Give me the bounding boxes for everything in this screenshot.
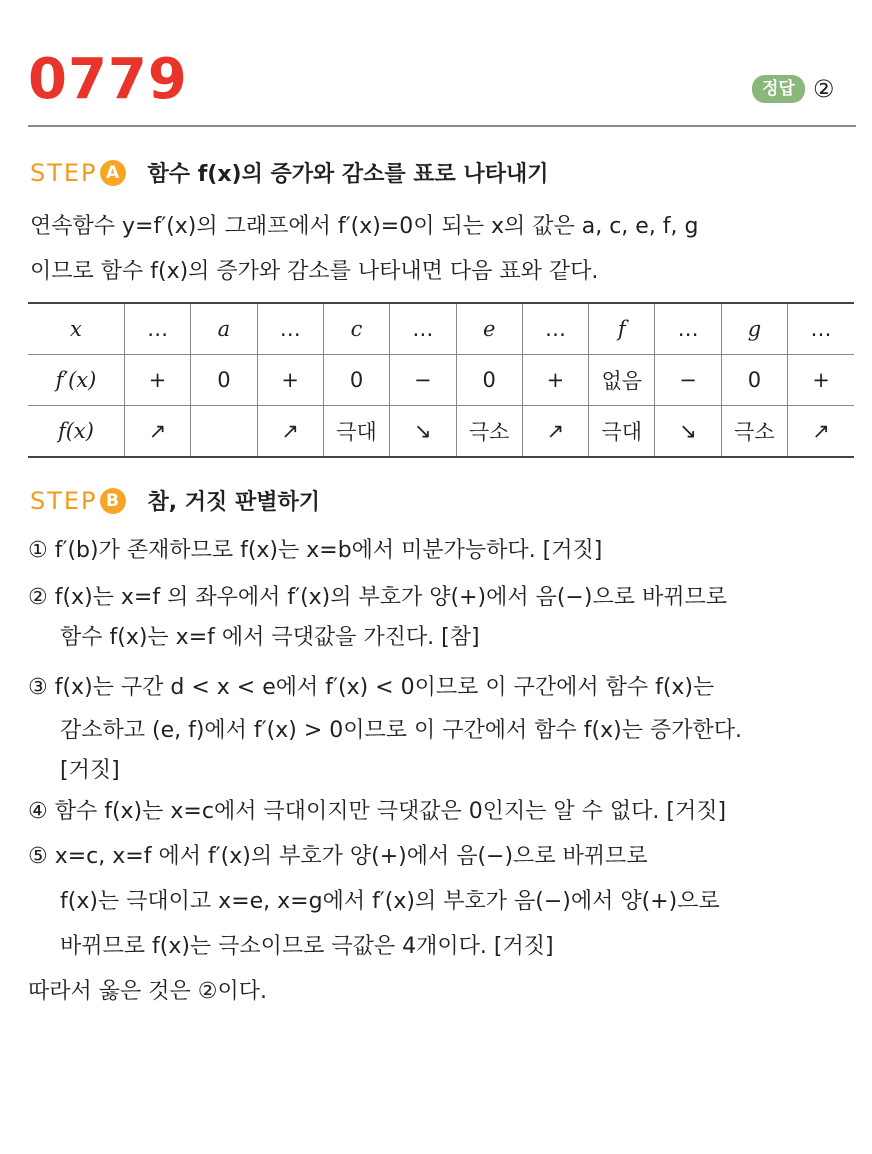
table-cell: a xyxy=(191,303,257,355)
intro-line-2: 이므로 함수 f(x)의 증가와 감소를 나타내면 다음 표와 같다. xyxy=(30,259,599,284)
step-b-heading xyxy=(30,485,320,516)
table-cell: e xyxy=(456,303,522,355)
table-cell: f′(x) xyxy=(28,355,124,406)
header-divider xyxy=(28,125,856,127)
choice-3-line-3: [거짓] xyxy=(60,758,120,783)
table-cell: 없음 xyxy=(589,355,655,406)
choice-5-line-3: 바뀌므로 f(x)는 극소이므로 극값은 4개이다. [거짓] xyxy=(60,934,554,959)
table-row-x xyxy=(28,303,854,355)
intro-line-1: 연속함수 y=f′(x)의 그래프에서 f′(x)=0이 되는 x의 값은 a, c, e, f, g xyxy=(30,214,699,239)
step-letter-badge: B xyxy=(100,488,126,514)
table-cell: ↗ xyxy=(522,406,588,458)
step-label: STEP xyxy=(30,486,98,515)
answer-badge: 정답 xyxy=(752,75,805,103)
table-cell: … xyxy=(390,303,456,355)
table-cell: + xyxy=(257,355,323,406)
conclusion: 따라서 옳은 것은 ②이다. xyxy=(28,979,267,1004)
table-row-derivative xyxy=(28,355,854,406)
choice-4: ④ 함수 f(x)는 x=c에서 극대이지만 극댓값은 0인지는 알 수 없다. [거짓] xyxy=(28,799,727,824)
choice-5-line-2: f(x)는 극대이고 x=e, x=g에서 f′(x)의 부호가 음(−)에서 양(+)으로 xyxy=(60,889,720,914)
table-cell: − xyxy=(390,355,456,406)
table-cell: + xyxy=(124,355,190,406)
answer-indicator xyxy=(752,74,834,104)
table-cell: + xyxy=(522,355,588,406)
table-cell: ↘ xyxy=(390,406,456,458)
table-cell: ↘ xyxy=(655,406,721,458)
table-cell xyxy=(191,406,257,458)
table-cell: … xyxy=(655,303,721,355)
choice-3-line-1: ③ f(x)는 구간 d < x < e에서 f′(x) < 0이므로 이 구간에서 함수 f(x)는 xyxy=(28,675,715,700)
step-a-heading xyxy=(30,157,548,188)
table-row-function xyxy=(28,406,854,458)
answer-value: ② xyxy=(812,75,835,103)
table-cell: f xyxy=(589,303,655,355)
table-cell: ↗ xyxy=(124,406,190,458)
table-cell: 0 xyxy=(191,355,257,406)
table-cell: 극대 xyxy=(323,406,389,458)
table-cell: − xyxy=(655,355,721,406)
choice-2-line-2: 함수 f(x)는 x=f 에서 극댓값을 가진다. [참] xyxy=(60,625,480,650)
table-cell: … xyxy=(257,303,323,355)
table-cell: 극대 xyxy=(589,406,655,458)
table-cell: f(x) xyxy=(28,406,124,458)
table-cell: ↗ xyxy=(257,406,323,458)
table-cell: c xyxy=(323,303,389,355)
table-cell: + xyxy=(788,355,854,406)
table-cell: ↗ xyxy=(788,406,854,458)
table-cell: … xyxy=(788,303,854,355)
table-cell: 극소 xyxy=(721,406,787,458)
problem-number: 0779 xyxy=(28,47,188,112)
table-cell: 0 xyxy=(721,355,787,406)
table-cell: x xyxy=(28,303,124,355)
sign-table xyxy=(28,302,854,458)
table-cell: … xyxy=(522,303,588,355)
table-cell: … xyxy=(124,303,190,355)
step-b-title: 참, 거짓 판별하기 xyxy=(147,490,320,515)
step-label: STEP xyxy=(30,158,98,187)
table-cell: 0 xyxy=(323,355,389,406)
table-cell: 극소 xyxy=(456,406,522,458)
choice-2-line-1: ② f(x)는 x=f 의 좌우에서 f′(x)의 부호가 양(+)에서 음(−)으로 바뀌므로 xyxy=(28,585,727,610)
choice-3-line-2: 감소하고 (e, f)에서 f′(x) > 0이므로 이 구간에서 함수 f(x)는 증가한다. xyxy=(60,718,742,743)
choice-5-line-1: ⑤ x=c, x=f 에서 f′(x)의 부호가 양(+)에서 음(−)으로 바뀌므로 xyxy=(28,844,648,869)
table-cell: g xyxy=(721,303,787,355)
step-letter-badge: A xyxy=(100,160,126,186)
table-cell: 0 xyxy=(456,355,522,406)
step-a-title: 함수 f(x)의 증가와 감소를 표로 나타내기 xyxy=(147,162,549,187)
choice-1: ① f′(b)가 존재하므로 f(x)는 x=b에서 미분가능하다. [거짓] xyxy=(28,538,603,563)
